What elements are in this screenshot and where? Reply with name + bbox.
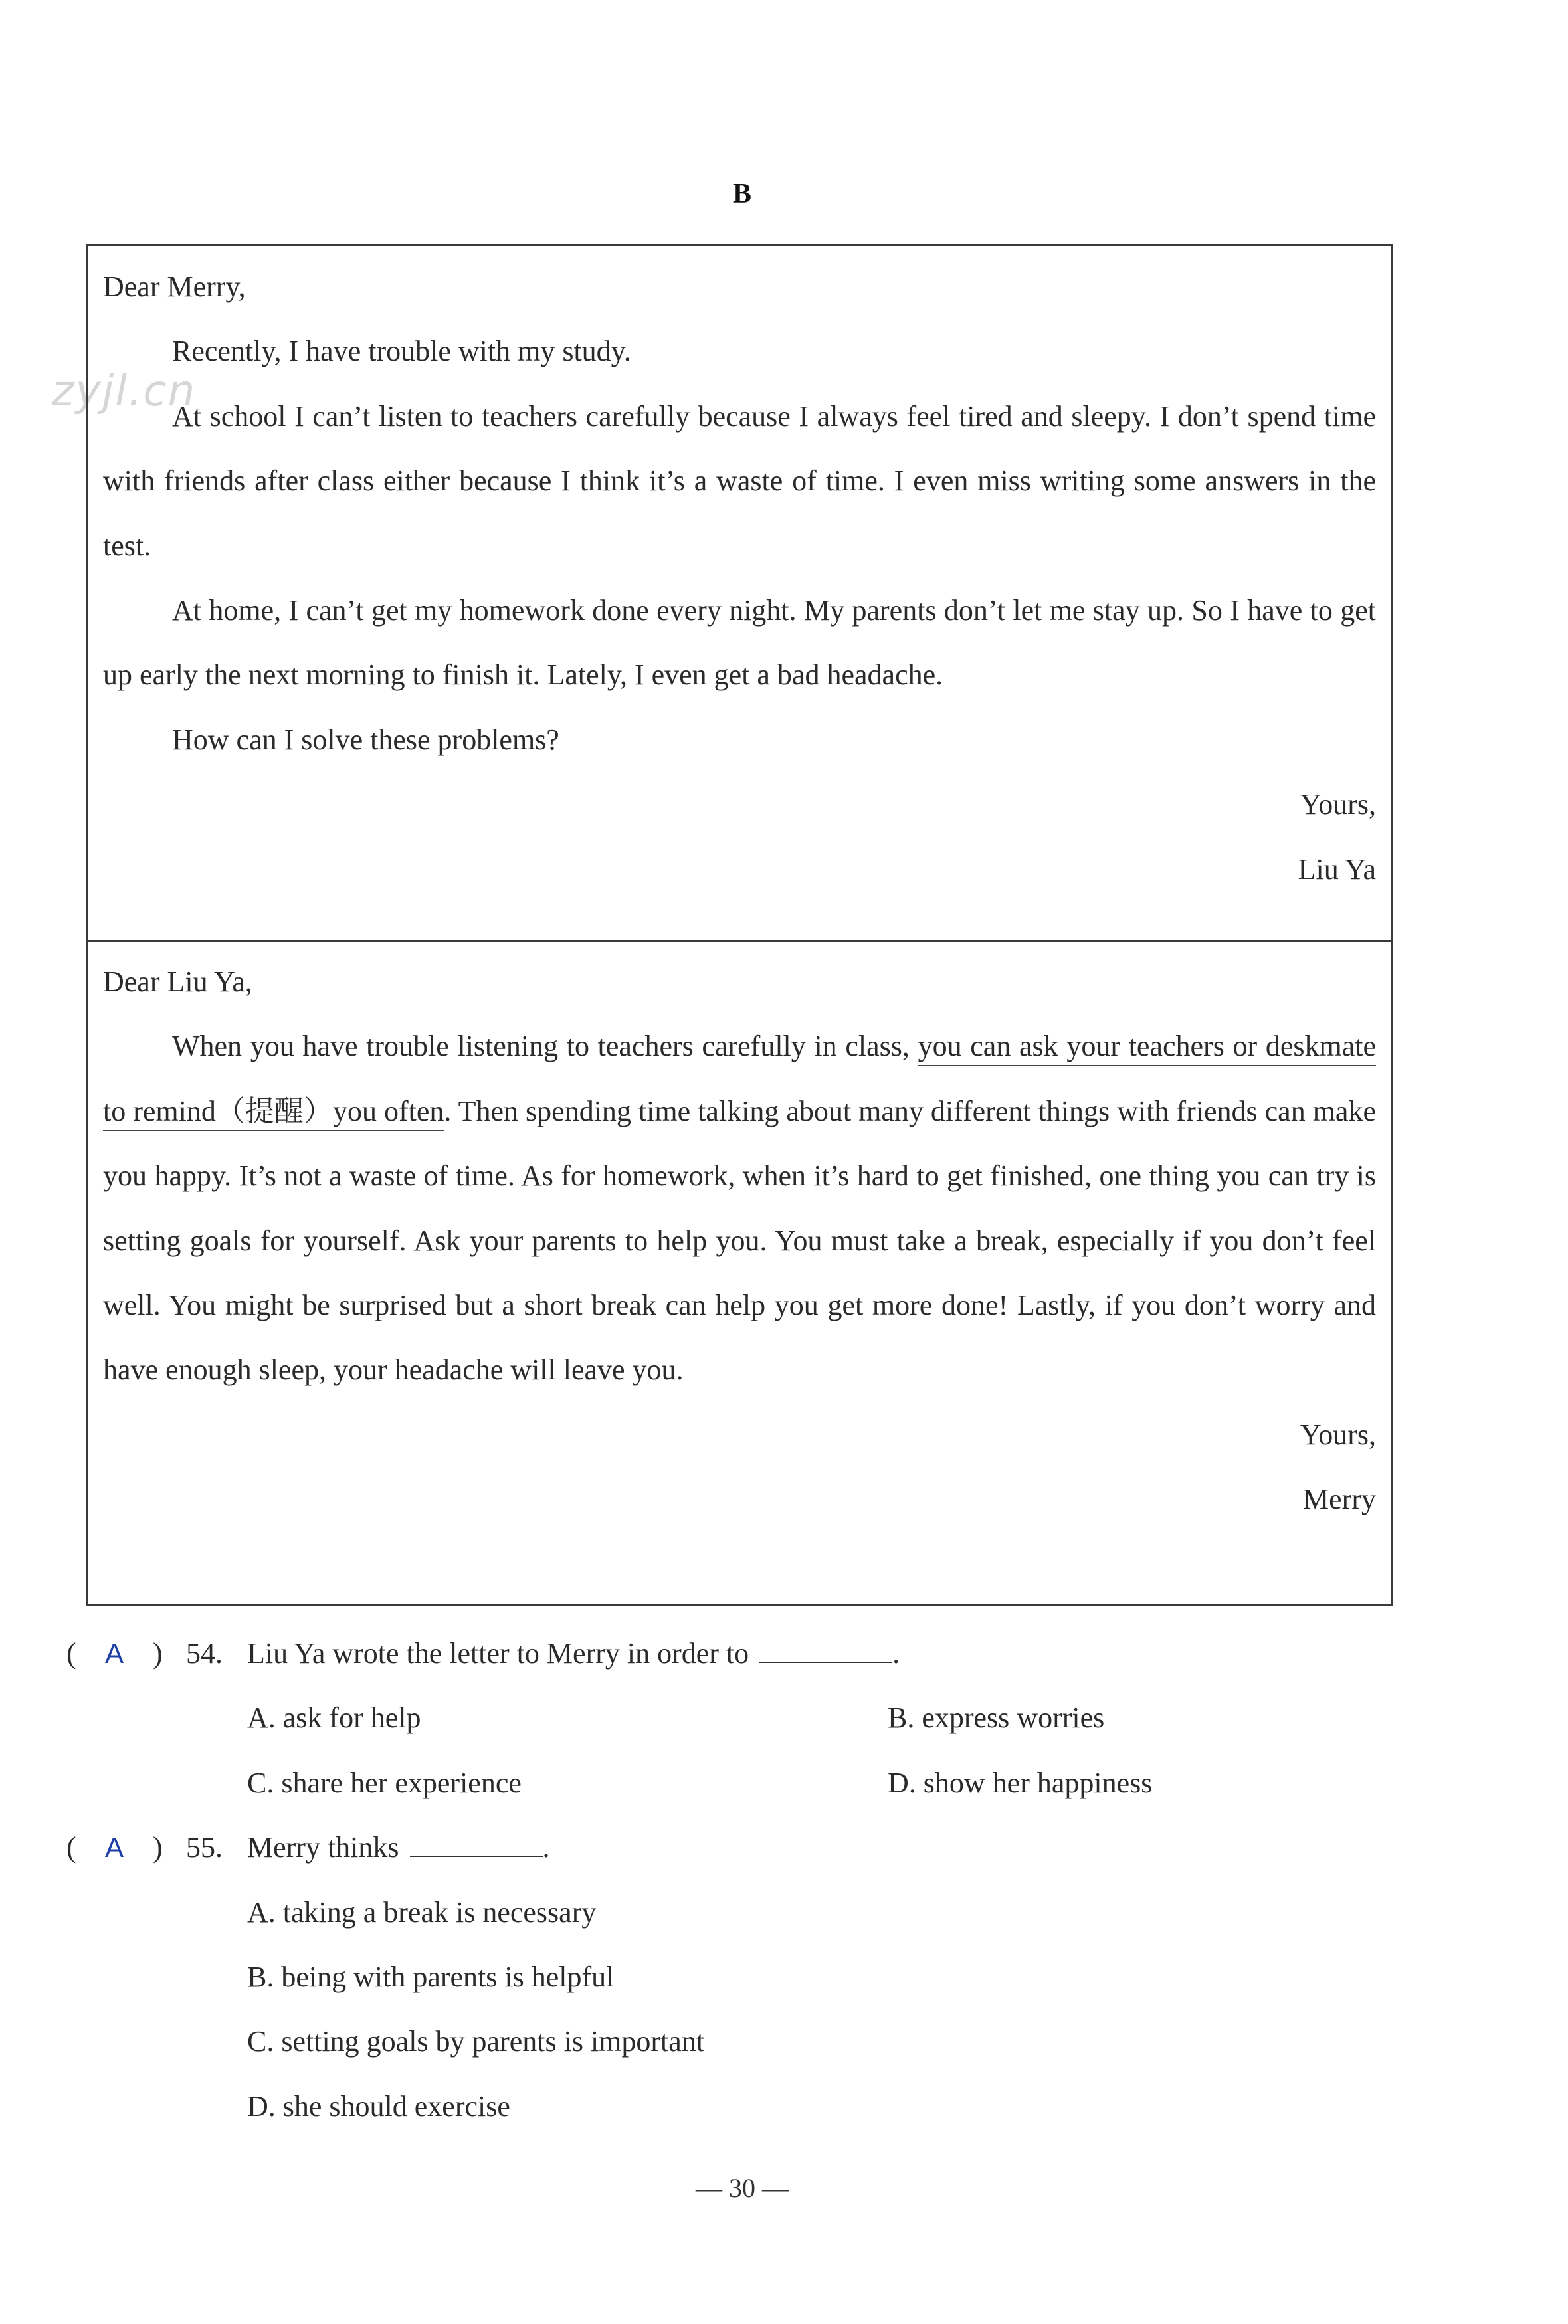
letter-greeting: Dear Liu Ya, — [103, 965, 252, 998]
letter-signature: Merry — [1303, 1483, 1376, 1516]
answer-mark: A — [105, 1638, 124, 1669]
stem-text: Liu Ya wrote the letter to Merry in order to — [247, 1637, 749, 1670]
letter-greeting: Dear Merry, — [103, 270, 246, 303]
letter-from-merry — [103, 949, 1376, 1532]
option-d: D. show her happiness — [888, 1766, 1153, 1799]
answer-mark: A — [105, 1832, 124, 1864]
letter-signature: Liu Ya — [1298, 852, 1376, 886]
letter-divider — [88, 940, 1391, 942]
options-row — [66, 1880, 1462, 1945]
question-number: 54. — [186, 1637, 223, 1670]
letter-from-liu-ya — [103, 254, 1376, 902]
paragraph-text: . Then spending time talking about many different things with friends can make you happy. It’s not a waste of time. As for homework, when it’s hard to get finished, one thing you can try is setting goals for yourself. Ask your parents to help you. You must take a break, especially if you don’t feel well. You might be surprised but a short break can help you get more done! Lastly, if you don’t worry and have enough sleep, your headache will leave you. — [103, 1094, 1376, 1387]
question-54 — [66, 1621, 1462, 1686]
option-c: C. setting goals by parents is important — [247, 2025, 705, 2058]
answer-paren-close: ) — [153, 1831, 163, 1864]
question-number: 55. — [186, 1831, 223, 1864]
letter-closing: Yours, — [1300, 1418, 1376, 1451]
letter-closing: Yours, — [1300, 788, 1376, 821]
option-b: B. being with parents is helpful — [247, 1960, 615, 1993]
answer-paren-close: ) — [153, 1637, 163, 1670]
underlined-sentence: you can ask your teachers or deskmate to remind（提醒）you often — [103, 1030, 1376, 1131]
letter-paragraph: How can I solve these problems? — [172, 723, 559, 756]
question-stem — [247, 1621, 900, 1686]
letter-paragraph: At school I can’t listen to teachers carefully because I always feel tired and sleepy. I don’t spend time with friends after class either because I think it’s a waste of time. I even miss writing some answers in the test. — [103, 399, 1376, 562]
questions — [66, 1621, 1462, 2139]
question-stem — [247, 1815, 550, 1880]
answer-blank — [759, 1635, 892, 1663]
options-row — [66, 1751, 1462, 1815]
option-c: C. share her experience — [247, 1766, 522, 1799]
options-row — [66, 2074, 1462, 2139]
section-title: B — [732, 179, 751, 209]
watermark: zyjl.cn — [52, 367, 197, 416]
stem-end: . — [892, 1637, 900, 1670]
option-a: A. ask for help — [247, 1701, 421, 1735]
option-b: B. express worries — [888, 1701, 1105, 1735]
options-row — [66, 2009, 1462, 2074]
options-row — [66, 1945, 1462, 2009]
stem-end: . — [542, 1831, 550, 1864]
options-row — [66, 1686, 1462, 1750]
stem-text: Merry thinks — [247, 1831, 399, 1864]
page-number: — 30 — — [696, 2173, 789, 2203]
answer-paren-open: ( — [66, 1831, 76, 1864]
answer-blank — [410, 1829, 543, 1857]
option-a: A. taking a break is necessary — [247, 1895, 597, 1929]
letter-paragraph: Recently, I have trouble with my study. — [172, 335, 631, 368]
paragraph-text: When you have trouble listening to teachers carefully in class, — [172, 1030, 918, 1063]
option-d: D. she should exercise — [247, 2089, 510, 2123]
letter-box — [86, 244, 1393, 1606]
question-55 — [66, 1815, 1462, 1880]
letter-paragraph: At home, I can’t get my homework done every night. My parents don’t let me stay up. So I have to get up early the next morning to finish it. Lately, I even get a bad headache. — [103, 594, 1376, 692]
answer-paren-open: ( — [66, 1637, 76, 1670]
letter-paragraph — [103, 1014, 1376, 1402]
